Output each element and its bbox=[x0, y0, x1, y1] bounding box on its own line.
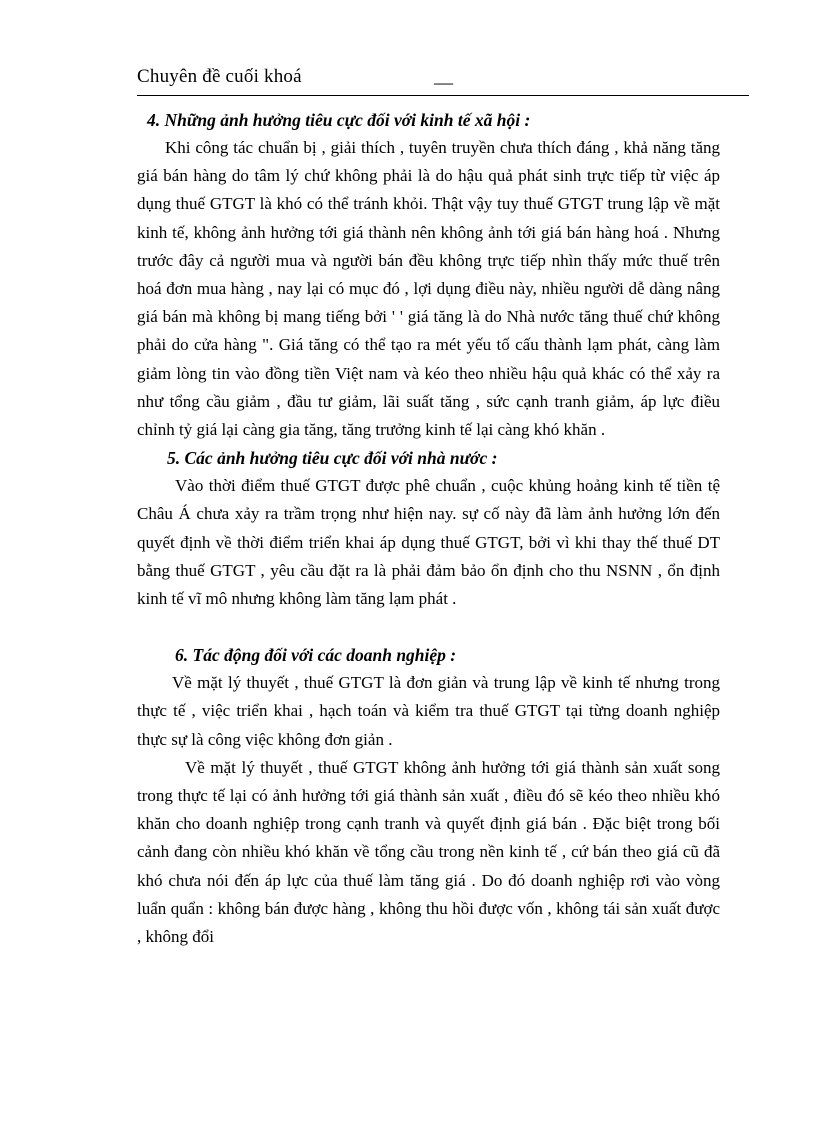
header-divider bbox=[137, 95, 749, 96]
section-6-paragraph-2: Về mặt lý thuyết , thuế GTGT không ảnh hưởng tới giá thành sản xuất song trong thực tế lại có ảnh hưởng tới giá thành sản xuất , điều đó sẽ kéo theo nhiều khó khăn cho doanh nghiệp trong cạnh tranh và quyết định giá bán . Đặc biệt trong bối cảnh đang còn nhiều khó khăn về tổng cầu trong nền kinh tế , cứ bán theo giá cũ đã khó chưa nói đến áp lực của thuế làm tăng giá . Do đó doanh nghiệp rơi vào vòng luẩn quẩn : không bán được hàng , không thu hồi được vốn , không tái sản xuất được , không đổi bbox=[137, 757, 720, 947]
section-4-paragraph-1: Khi công tác chuẩn bị , giải thích , tuyên truyền chưa thích đáng , khả năng tăng giá bán hàng do tâm lý chứ không phải là do hậu quả phát sinh trực tiếp từ việc áp dụng thuế GTGT là khó có thể tránh khỏi. Thật vậy tuy thuế GTGT trung lập về mặt kinh tế, không ảnh hưởng tới giá thành nên không ảnh tới giá bán hàng hoá . Nhưng trước đây cả người mua và người bán đều không trực tiếp nhìn thấy mức thuế trên hoá đơn mua hàng , nay lại có mục đó , lợi dụng điều này, nhiều người dễ dàng nâng giá bán mà không bị mang tiếng bởi ' ' giá tăng là do Nhà nước tăng thuế chứ không phải do cửa hàng ". Giá tăng có thể tạo ra mét yếu tố cấu thành lạm phát, càng làm giảm lòng tin vào đồng tiền Việt nam và kéo theo nhiều hậu quả khác có thể xảy ra như tổng cầu giảm , đầu tư giảm, lãi suất tăng , sức cạnh tranh giảm, áp lực điều chỉnh tỷ giá lại càng gia tăng, tăng trưởng kinh tế lại càng khó khăn . bbox=[137, 138, 720, 440]
section-heading-4: 4. Những ảnh hưởng tiêu cực đối với kinh tế xã hội : bbox=[147, 110, 531, 130]
section-6-paragraph-1: Về mặt lý thuyết , thuế GTGT là đơn giản và trung lập về kinh tế nhưng trong thực tế , việc triển khai , hạch toán và kiểm tra thuế GTGT tại từng doanh nghiệp thực sự là công việc không đơn giản . bbox=[137, 673, 720, 749]
section-heading-6: 6. Tác động đối với các doanh nghiệp : bbox=[175, 645, 457, 666]
header-mark: __ bbox=[434, 66, 453, 87]
section-heading-5: 5. Các ảnh hưởng tiêu cực đối với nhà nước : bbox=[167, 448, 498, 469]
blank-line bbox=[137, 613, 720, 641]
page-header bbox=[137, 66, 749, 96]
section-5-paragraph-1: Vào thời điểm thuế GTGT được phê chuẩn , cuộc khủng hoảng kinh tế tiền tệ Châu Á chưa xảy ra trầm trọng như hiện nay. sự cố này đã làm ảnh hưởng lớn đến quyết định về thời điểm triển khai áp dụng thuế GTGT, bởi vì khi thay thế thuế DT bằng thuế GTGT , yêu cầu đặt ra là phải đảm bảo ổn định cho thu NSNN , ổn định kinh tế vĩ mô nhưng không làm tăng lạm phát . bbox=[137, 476, 720, 609]
header-title: Chuyên đề cuối khoá bbox=[137, 66, 302, 87]
document-body bbox=[137, 106, 720, 951]
